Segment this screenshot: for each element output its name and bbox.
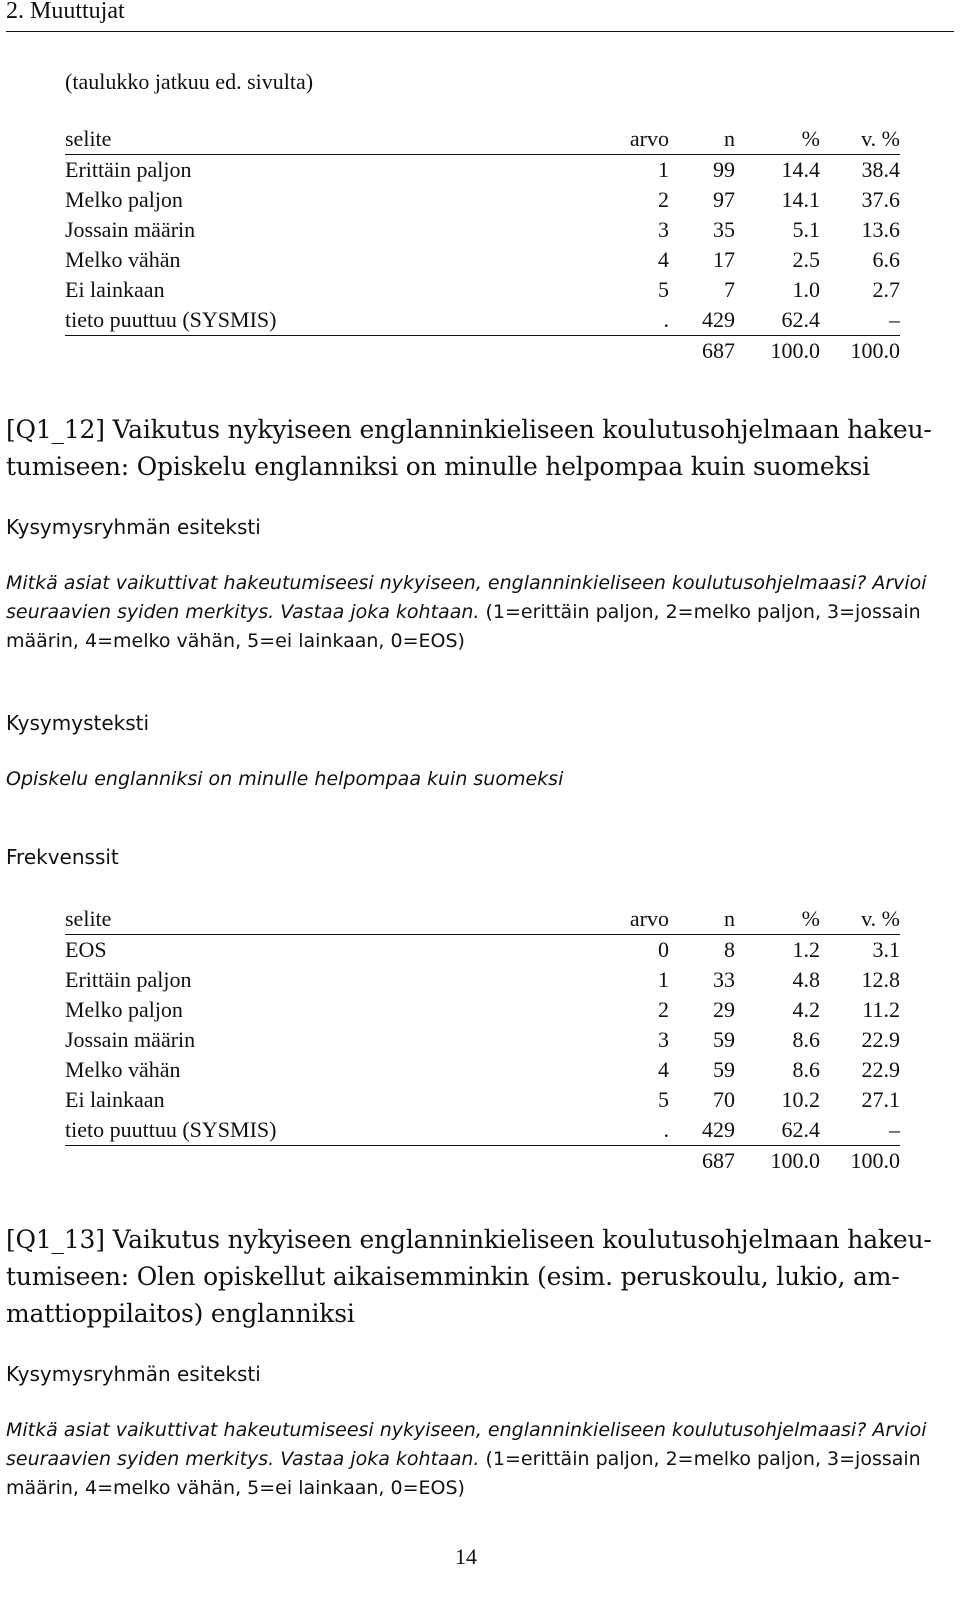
table-total-row — [65, 336, 900, 367]
table-row — [65, 965, 900, 995]
col-header-label: selite — [65, 124, 585, 155]
table-row — [65, 155, 900, 186]
question-text-body: Opiskelu englanniksi on minulle helpompaa kuin suomeksi — [6, 768, 564, 790]
group-text-scale: (1=erittäin paljon, 2=melko paljon, 3=jossain määrin, 4=melko vähän, 5=ei lainkaan, 0=EOS) — [6, 601, 921, 652]
question-title-q1-13 — [6, 1221, 952, 1332]
cell-vpct: 38.4 — [861, 157, 900, 182]
cell-arvo: 3 — [658, 1027, 669, 1052]
cell-vpct: 13.6 — [861, 217, 900, 242]
cell-arvo: 2 — [658, 997, 669, 1022]
frequencies-heading: Frekvenssit — [6, 845, 119, 869]
header-rule — [6, 31, 954, 32]
cell-pct: 1.0 — [792, 277, 820, 302]
cell-vpct: – — [820, 1115, 900, 1146]
table-row — [65, 275, 900, 305]
cell-label: tieto puuttuu (SYSMIS) — [65, 305, 585, 336]
table-row — [65, 305, 900, 336]
cell-pct: 4.2 — [792, 997, 820, 1022]
cell-label: Erittäin paljon — [65, 967, 192, 992]
total-pct: 100.0 — [770, 338, 820, 363]
cell-arvo: 1 — [658, 157, 669, 182]
cell-n: 97 — [713, 187, 735, 212]
cell-n: 35 — [713, 217, 735, 242]
cell-pct: 14.1 — [781, 187, 820, 212]
cell-vpct: 12.8 — [861, 967, 900, 992]
cell-label: Melko vähän — [65, 1057, 181, 1082]
table-row — [65, 1055, 900, 1085]
group-text-scale: (1=erittäin paljon, 2=melko paljon, 3=jossain määrin, 4=melko vähän, 5=ei lainkaan, 0=EOS) — [6, 1448, 921, 1499]
table-header-row — [65, 904, 900, 935]
col-header-pct: % — [735, 124, 820, 155]
total-vpct: 100.0 — [850, 1148, 900, 1173]
col-header-vpct: v. % — [820, 124, 900, 155]
cell-pct: 14.4 — [781, 157, 820, 182]
cell-n: 429 — [669, 1115, 735, 1146]
cell-pct: 62.4 — [735, 305, 820, 336]
total-pct: 100.0 — [770, 1148, 820, 1173]
cell-n: 99 — [713, 157, 735, 182]
cell-vpct: 27.1 — [861, 1087, 900, 1112]
cell-label: Melko paljon — [65, 997, 183, 1022]
cell-vpct: 22.9 — [861, 1027, 900, 1052]
col-header-vpct: v. % — [820, 904, 900, 935]
cell-vpct: 2.7 — [872, 277, 900, 302]
table-row — [65, 1025, 900, 1055]
question-title-q1-12 — [6, 411, 952, 485]
cell-label: Jossain määrin — [65, 1027, 196, 1052]
cell-pct: 5.1 — [792, 217, 820, 242]
table-total-row — [65, 1146, 900, 1177]
page-number: 14 — [455, 1544, 477, 1569]
cell-vpct: 22.9 — [861, 1057, 900, 1082]
cell-arvo: 5 — [658, 277, 669, 302]
table-row — [65, 1085, 900, 1115]
cell-vpct: 11.2 — [862, 997, 900, 1022]
col-header-arvo: arvo — [585, 904, 669, 935]
cell-pct: 10.2 — [781, 1087, 820, 1112]
total-n: 687 — [702, 1148, 735, 1173]
cell-n: 33 — [713, 967, 735, 992]
table-row — [65, 185, 900, 215]
cell-arvo: . — [585, 1115, 669, 1146]
cell-pct: 1.2 — [792, 937, 820, 962]
cell-n: 429 — [669, 305, 735, 336]
table-row — [65, 215, 900, 245]
running-head: 2. Muuttujat — [6, 0, 125, 24]
cell-n: 7 — [724, 277, 735, 302]
cell-arvo: 0 — [658, 937, 669, 962]
group-text-q1-12 — [6, 569, 952, 656]
question-text-heading: Kysymysteksti — [6, 711, 150, 735]
cell-arvo: 4 — [658, 1057, 669, 1082]
table-row — [65, 1115, 900, 1146]
cell-arvo: 4 — [658, 247, 669, 272]
cell-n: 29 — [713, 997, 735, 1022]
cell-arvo: . — [585, 305, 669, 336]
continuation-note: (taulukko jatkuu ed. sivulta) — [65, 69, 314, 94]
cell-label: tieto puuttuu (SYSMIS) — [65, 1115, 585, 1146]
cell-n: 59 — [713, 1027, 735, 1052]
cell-vpct: 37.6 — [861, 187, 900, 212]
col-header-n: n — [669, 124, 735, 155]
group-text-q1-13 — [6, 1416, 952, 1503]
cell-pct: 8.6 — [792, 1027, 820, 1052]
cell-n: 59 — [713, 1057, 735, 1082]
cell-label: EOS — [65, 937, 107, 962]
group-text-italic: Mitkä asiat vaikuttivat hakeutumiseesi nykyiseen, englanninkieliseen koulutusohjelmaasi? Arvioi seuraavien syiden merkitys. Vastaa joka kohtaan. — [6, 1419, 927, 1470]
cell-vpct: 3.1 — [872, 937, 900, 962]
group-text-italic: Mitkä asiat vaikuttivat hakeutumiseesi nykyiseen, englanninkieliseen koulutusohjelmaasi? Arvioi seuraavien syiden merkitys. Vastaa joka kohtaan. — [6, 572, 927, 623]
cell-pct: 8.6 — [792, 1057, 820, 1082]
table-row — [65, 935, 900, 966]
col-header-label: selite — [65, 904, 585, 935]
table-row — [65, 995, 900, 1025]
cell-pct: 2.5 — [792, 247, 820, 272]
cell-n: 17 — [713, 247, 735, 272]
cell-label: Melko paljon — [65, 187, 183, 212]
col-header-n: n — [669, 904, 735, 935]
cell-arvo: 3 — [658, 217, 669, 242]
frequency-table-q1-12 — [65, 904, 900, 1176]
question-title-text: [Q1_12] Vaikutus nykyiseen englanninkieliseen koulutusohjelmaan hakeu-tumiseen: Opiskelu englanniksi on minulle helpompaa kuin suomeksi — [6, 415, 932, 481]
cell-arvo: 1 — [658, 967, 669, 992]
table-header-row — [65, 124, 900, 155]
cell-n: 8 — [724, 937, 735, 962]
question-text — [6, 765, 952, 794]
col-header-pct: % — [735, 904, 820, 935]
cell-vpct: – — [820, 305, 900, 336]
cell-label: Ei lainkaan — [65, 277, 165, 302]
cell-arvo: 2 — [658, 187, 669, 212]
table-row — [65, 245, 900, 275]
col-header-arvo: arvo — [585, 124, 669, 155]
cell-n: 70 — [713, 1087, 735, 1112]
cell-vpct: 6.6 — [872, 247, 900, 272]
cell-label: Ei lainkaan — [65, 1087, 165, 1112]
cell-pct: 4.8 — [792, 967, 820, 992]
cell-label: Erittäin paljon — [65, 157, 192, 182]
total-n: 687 — [702, 338, 735, 363]
cell-label: Jossain määrin — [65, 217, 196, 242]
cell-pct: 62.4 — [735, 1115, 820, 1146]
cell-label: Melko vähän — [65, 247, 181, 272]
cell-arvo: 5 — [658, 1087, 669, 1112]
group-heading-q1-13: Kysymysryhmän esiteksti — [6, 1362, 261, 1386]
frequency-table-q1-11 — [65, 124, 900, 366]
total-vpct: 100.0 — [850, 338, 900, 363]
question-title-text: [Q1_13] Vaikutus nykyiseen englanninkieliseen koulutusohjelmaan hakeu-tumiseen: Olen opiskellut aikaisemminkin (esim. peruskoulu, lukio, am-mattioppilaitos) englanniksi — [6, 1225, 932, 1328]
group-heading-q1-12: Kysymysryhmän esiteksti — [6, 515, 261, 539]
